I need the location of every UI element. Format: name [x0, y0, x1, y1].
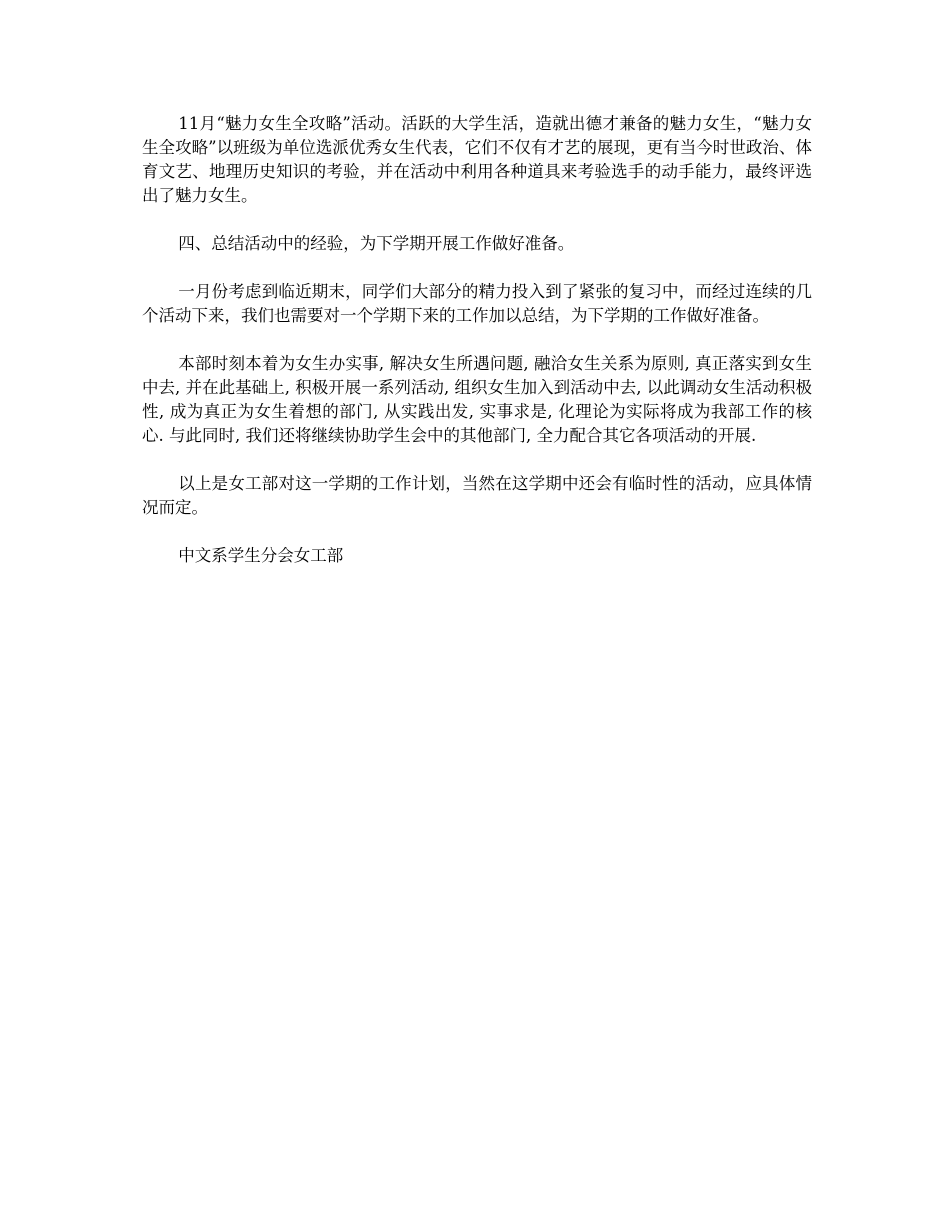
section-heading-summary: 四、总结活动中的经验，为下学期开展工作做好准备。 [178, 234, 575, 253]
signature: 中文系学生分会女工部 [178, 546, 344, 565]
paragraph-conclusion: 以上是女工部对这一学期的工作计划，当然在这学期中还会有临时性的活动，应具体情况而定。 [142, 474, 812, 517]
paragraph-charm-girls-activity: 11月“魅力女生全攻略”活动。活跃的大学生活，造就出德才兼备的魅力女生，“魅力女生全攻略”以班级为单位选派优秀女生代表，它们不仅有才艺的展现，更有当今时世政治、体育文艺、地理历史知识的考验，并在活动中利用各种道具来考验选手的动手能力，最终评选出了魅力女生。 [142, 114, 812, 205]
document-body [142, 112, 812, 568]
paragraph-january-review: 一月份考虑到临近期末，同学们大部分的精力投入到了紧张的复习中，而经过连续的几个活动下来，我们也需要对一个学期下来的工作加以总结，为下学期的工作做好准备。 [142, 282, 812, 325]
paragraph-department-principles: 本部时刻本着为女生办实事, 解决女生所遇问题, 融洽女生关系为原则, 真正落实到女生中去, 并在此基础上, 积极开展一系列活动, 组织女生加入到活动中去, 以此调动女生活动积极性, 成为真正为女生着想的部门, 从实践出发, 实事求是, 化理论为实际将成为我部工作的核心. 与此同时, 我们还将继续协助学生会中的其他部门, 全力配合其它各项活动的开展. [142, 354, 812, 445]
